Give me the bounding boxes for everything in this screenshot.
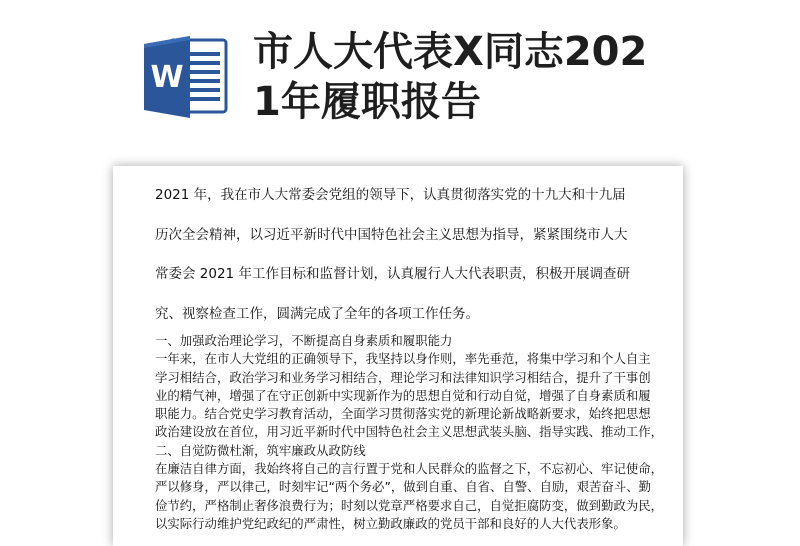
- page-title: 市人大代表X同志2021年履职报告: [253, 29, 648, 125]
- body-line: 业的精气神，增强了在守正创新中实现新作为的思想自觉和行动自觉，增强了自身素质和履: [155, 387, 651, 403]
- section-heading: 二、自觉防微杜渐，筑牢廉政从政防线: [155, 442, 366, 458]
- body-section: [155, 332, 664, 533]
- body-line: 职能力。结合党史学习教育活动，全面学习贯彻落实党的新理论新战略新要求，始终把思想: [155, 406, 651, 422]
- body-line: 政治建设放在首位，用习近平新时代中国特色社会主义思想武装头脑、指导实践、推动工作，: [155, 424, 664, 440]
- word-document-icon: [140, 30, 232, 122]
- body-line: 俭节约，严格制止奢侈浪费行为；时刻以党章严格要求自己，自觉拒腐防变，做到勤政为民，: [155, 497, 664, 513]
- document-body: [155, 176, 664, 533]
- header: [0, 0, 800, 160]
- section-heading: 一、加强政治理论学习，不断提高自身素质和履职能力: [155, 333, 453, 348]
- intro-paragraph: [155, 176, 645, 334]
- word-letter: W: [150, 60, 184, 95]
- intro-line: 历次全会精神，以习近平新时代中国特色社会主义思想为指导，紧紧围绕市人大: [155, 226, 628, 243]
- body-line: 以实际行动维护党纪政纪的严肃性，树立勤政廉政的党员干部和良好的人大代表形象。: [155, 515, 626, 531]
- body-line: 在廉洁自律方面，我始终将自己的言行置于党和人民群众的监督之下，不忘初心、牢记使命，: [155, 461, 664, 477]
- body-line: 一年来，在市人大党组的正确领导下，我坚持以身作则，率先垂范，将集中学习和个人自主: [155, 351, 651, 367]
- document-page: [113, 166, 683, 546]
- intro-line: 常委会 2021 年工作目标和监督计划，认真履行人大代表职责，积极开展调查研: [155, 266, 630, 282]
- intro-line: 究、视察检查工作，圆满完成了全年的各项工作任务。: [155, 305, 479, 322]
- body-line: 学习相结合，政治学习和业务学习相结合，理论学习和法律知识学习相结合，提升了干事创: [155, 369, 651, 385]
- intro-line: 2021 年，我在市人大常委会党组的领导下，认真贯彻落实党的十九大和十九届: [155, 187, 626, 203]
- body-line: 严以修身，严以律己，时刻牢记“两个务必”，做到自重、自省、自警、自励，艰苦奋斗、勤: [155, 479, 652, 495]
